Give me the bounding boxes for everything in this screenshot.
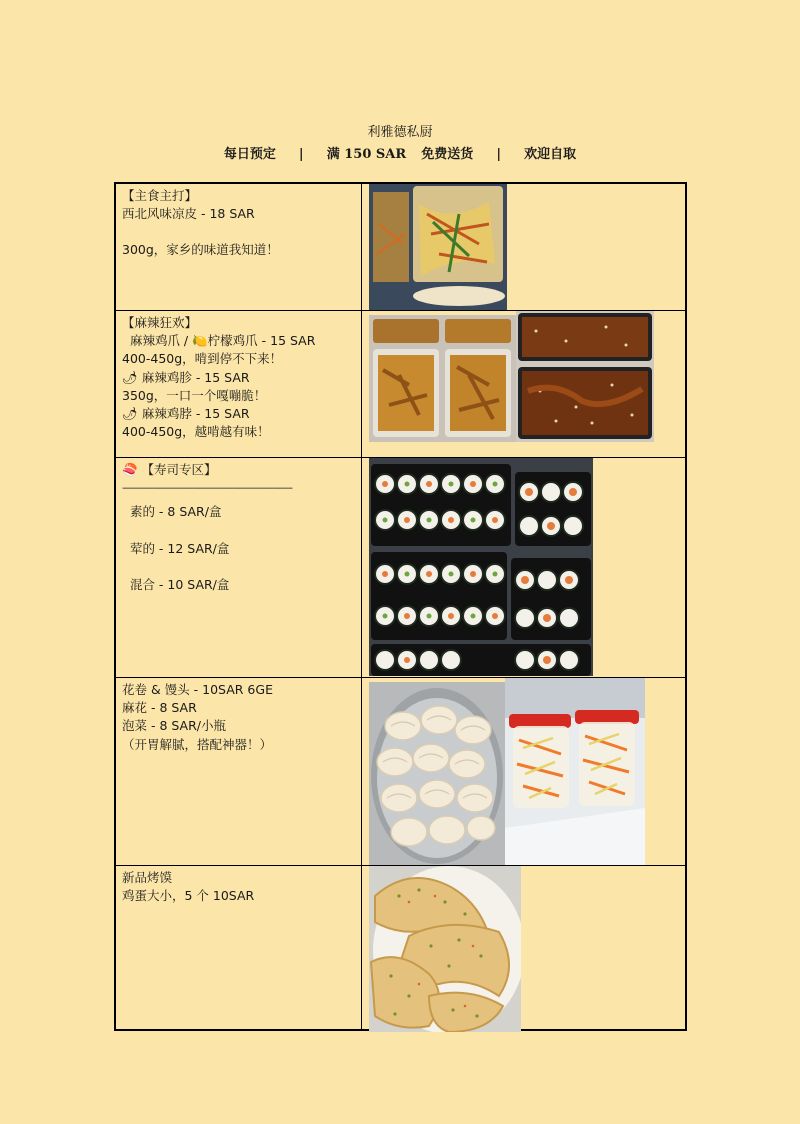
menu-item: 🌶 麻辣鸡脖 - 15 SAR	[122, 406, 250, 422]
section-heading: 🍣 【寿司专区】	[122, 462, 217, 477]
menu-row-text	[116, 458, 362, 677]
menu-row-text	[116, 678, 362, 865]
subtitle-divider: |	[496, 147, 502, 162]
spicy-meat-photo	[516, 311, 654, 442]
menu-item: 荤的 - 12 SAR/盒	[122, 540, 230, 556]
menu-item: 麻花 - 8 SAR	[122, 700, 197, 716]
menu-row-images	[363, 184, 685, 310]
menu-row-spicy	[116, 310, 685, 457]
menu-row-images	[363, 866, 685, 1031]
section-divider: —————————————————	[122, 481, 292, 495]
menu-item: 🌶 麻辣鸡胗 - 15 SAR	[122, 369, 250, 385]
menu-item: 西北风味凉皮 - 18 SAR	[122, 206, 255, 222]
subtitle-daily-order: 每日预定	[223, 147, 276, 162]
menu-item: 素的 - 8 SAR/盒	[122, 504, 222, 520]
menu-item: 花卷 & 馒头 - 10SAR 6GE	[122, 682, 273, 697]
page-title: 利雅德私厨	[367, 125, 433, 140]
menu-row-text	[116, 866, 362, 1031]
page-subtitle	[0, 143, 800, 162]
menu-item-note: 400-450g，啃到停不下来！	[122, 351, 283, 367]
liangpi-photo	[369, 184, 507, 310]
menu-row-text	[116, 311, 362, 457]
subtitle-divider: |	[298, 147, 304, 162]
subtitle-free-delivery: 免费送货	[421, 147, 474, 162]
menu-table	[114, 182, 687, 1031]
huajuan-photo	[369, 682, 505, 866]
menu-item: 麻辣鸡爪 / 🍋柠檬鸡爪 - 15 SAR	[122, 333, 316, 349]
subtitle-pickup: 欢迎自取	[524, 147, 577, 162]
menu-row-staples	[116, 184, 685, 310]
menu-row-kaomo	[116, 865, 685, 1031]
menu-row-sushi	[116, 457, 685, 677]
menu-row-images	[363, 458, 685, 677]
menu-item: 新品烤馍	[122, 870, 173, 885]
menu-item: 鸡蛋大小，5 个 10SAR	[122, 888, 255, 904]
kimchi-photo	[505, 678, 645, 866]
menu-row-images	[363, 678, 685, 865]
menu-item: 泡菜 - 8 SAR/小瓶	[122, 718, 226, 734]
chicken-feet-photo	[369, 315, 517, 442]
menu-row-text	[116, 184, 362, 310]
menu-row-buns	[116, 677, 685, 865]
menu-item-note: 300g，家乡的味道我知道！	[122, 242, 279, 258]
section-heading: 【主食主打】	[122, 188, 198, 203]
menu-row-images	[363, 311, 685, 457]
subtitle-threshold: 满 150 SAR	[326, 147, 407, 162]
section-heading: 【麻辣狂欢】	[122, 315, 198, 330]
sushi-photo	[369, 458, 593, 676]
menu-item-note: （开胃解腻，搭配神器！）	[122, 736, 273, 752]
menu-item-note: 400-450g，越啃越有味！	[122, 424, 270, 440]
menu-item: 混合 - 10 SAR/盒	[122, 576, 230, 592]
menu-item-note: 350g，一口一个嘎嘣脆！	[122, 387, 267, 403]
kaomo-photo	[369, 866, 521, 1032]
